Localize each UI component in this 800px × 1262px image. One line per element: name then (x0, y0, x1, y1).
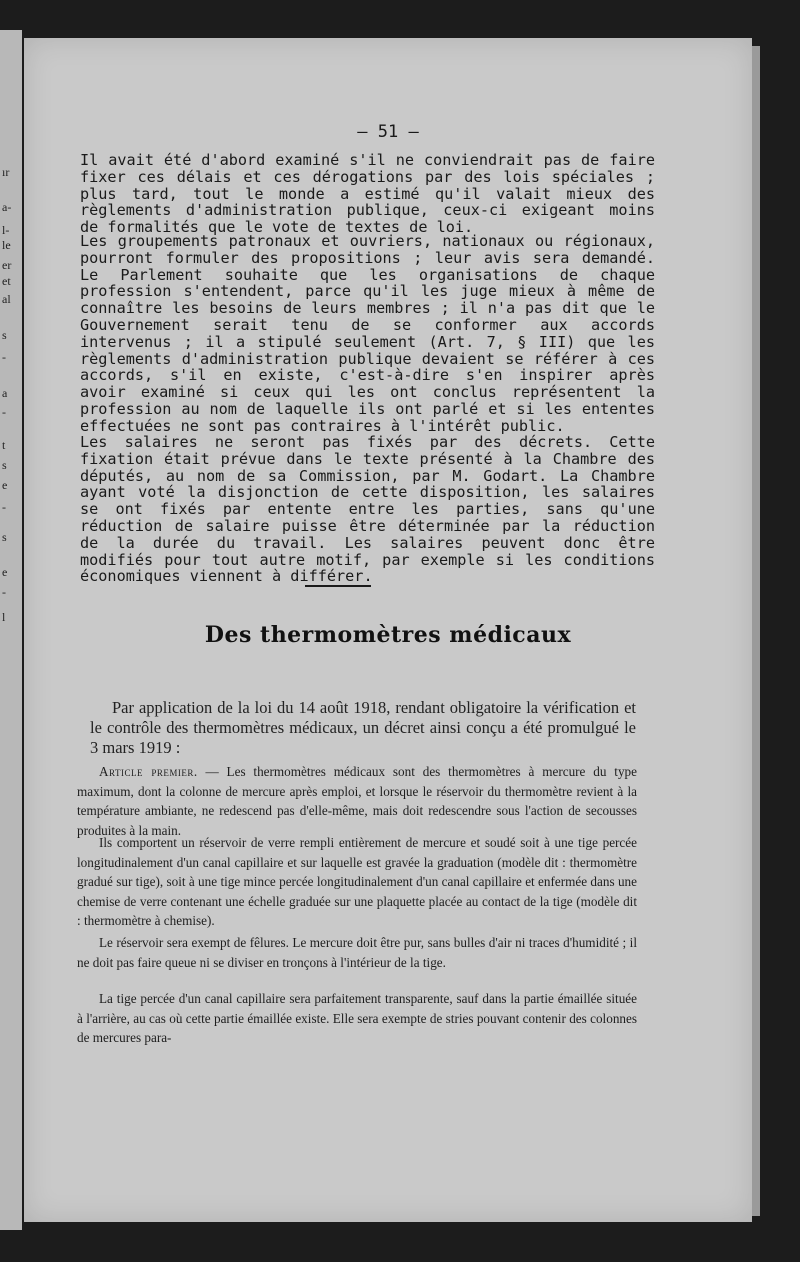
margin-fragment: l- (2, 223, 10, 237)
margin-fragment: et (2, 274, 11, 288)
margin-fragment: - (2, 405, 6, 419)
paragraph: Il avait été d'abord examiné s'il ne conviendrait pas de faire fixer ces délais et ces dérogations par des lois spéciales ; plus tard, tout le monde a estimé qu'il valait mieux des règlements d'administration publique, ceux-ci exigeant moins de formalités que le vote de textes de loi. (80, 151, 655, 237)
margin-fragment: - (2, 585, 6, 599)
section-title: Des thermomètres médicaux (204, 622, 572, 648)
paragraph: Les salaires ne seront pas fixés par des décrets. Cette fixation était prévue dans le texte présenté à la Chambre des députés, au nom de sa Commission, par M. Godart. La Chambre ayant voté la disjonction de cette disposition, les salaires se ont fixés par entente entre les parties, sans qu'une réduction de salaire puisse être déterminée par la réduction de la durée du travail. Les salaires peuvent donc être modifiés pour tout autre motif, par exemple si les conditions économiques viennent à différer. (80, 433, 655, 586)
article-label: Article premier. (99, 764, 198, 779)
book-page (24, 38, 752, 1222)
margin-fragment: - (2, 500, 6, 514)
margin-fragment: al (2, 292, 11, 306)
article-paragraph: La tige percée d'un canal capillaire sera parfaitement transparente, sauf dans la partie émaillée située à l'arrière, au cas où cette partie émaillée existe. Elle sera exempte de stries pouvant contenir des colonnes de mercures para- (77, 991, 637, 1045)
margin-fragment: s (2, 328, 7, 342)
margin-fragment: ır (2, 165, 10, 179)
margin-fragment: s (2, 458, 7, 472)
adjacent-page-edge (0, 30, 22, 1230)
margin-fragment: e (2, 565, 8, 579)
margin-fragment: s (2, 530, 7, 544)
margin-fragment: a- (2, 200, 12, 214)
article-paragraph (77, 762, 637, 840)
margin-fragment: a (2, 386, 8, 400)
article-text: — Les thermomètres médicaux sont des thermomètres à mercure du type maximum, dont la colonne de mercure après emploi, et lorsque le réservoir du thermomètre revient à la température ambiante, ne redescend pas d'elle-même, mais doit redescendre sous l'action de secousses produites à la main. (77, 764, 637, 838)
margin-fragment: t (2, 438, 6, 452)
margin-fragment: - (2, 350, 6, 364)
margin-fragment: e (2, 478, 8, 492)
article-paragraph: Ils comportent un réservoir de verre rempli entièrement de mercure et soudé soit à une tige percée longitudinalement d'un canal capillaire et sur laquelle est gravée la graduation (modèle dit : thermomètre gradué sur tige), soit à une tige mince percée longitudinalement d'un canal capillaire et enfermée dans une chemise de verre contenant une échelle graduée sur une plaquette placée au contact de la tige (modèle dit : thermomètre à chemise). (77, 835, 637, 928)
paragraph: Les groupements patronaux et ouvriers, nationaux ou régionaux, pourront formuler des propositions ; leur avis sera demandé. Le Parlement souhaite que les organisations de chaque profession s'entendent, parce qu'il les juge mieux à même de connaître les besoins de leurs membres ; il n'a pas dit que le Gouvernement serait tenu de se conformer aux accords intervenus ; il a stipulé seulement (Art. 7, § III) que les règlements d'administration publique devaient se référer à ces accords, s'il en existe, c'est-à-dire s'en inspirer après avoir examiné si ceux qui les ont conclus représentent la profession au nom de laquelle ils ont parlé et si les ententes effectuées ne sont pas contraires à l'intérêt public. (80, 232, 655, 435)
margin-fragment: l (2, 610, 6, 624)
margin-fragment: le (2, 238, 11, 252)
section-divider (305, 585, 371, 587)
page-number: — 51 — (357, 122, 419, 142)
decree-intro: Par application de la loi du 14 août 1918, rendant obligatoire la vérification et le contrôle des thermomètres médicaux, un décret ainsi conçu a été promulgué le 3 mars 1919 : (90, 698, 636, 757)
page-edge (752, 46, 760, 1216)
margin-fragment: er (2, 258, 12, 272)
article-paragraph: Le réservoir sera exempt de fêlures. Le mercure doit être pur, sans bulles d'air ni traces d'humidité ; il ne doit pas faire queue ni se diviser en tronçons à l'intérieur de la tige. (77, 935, 637, 970)
